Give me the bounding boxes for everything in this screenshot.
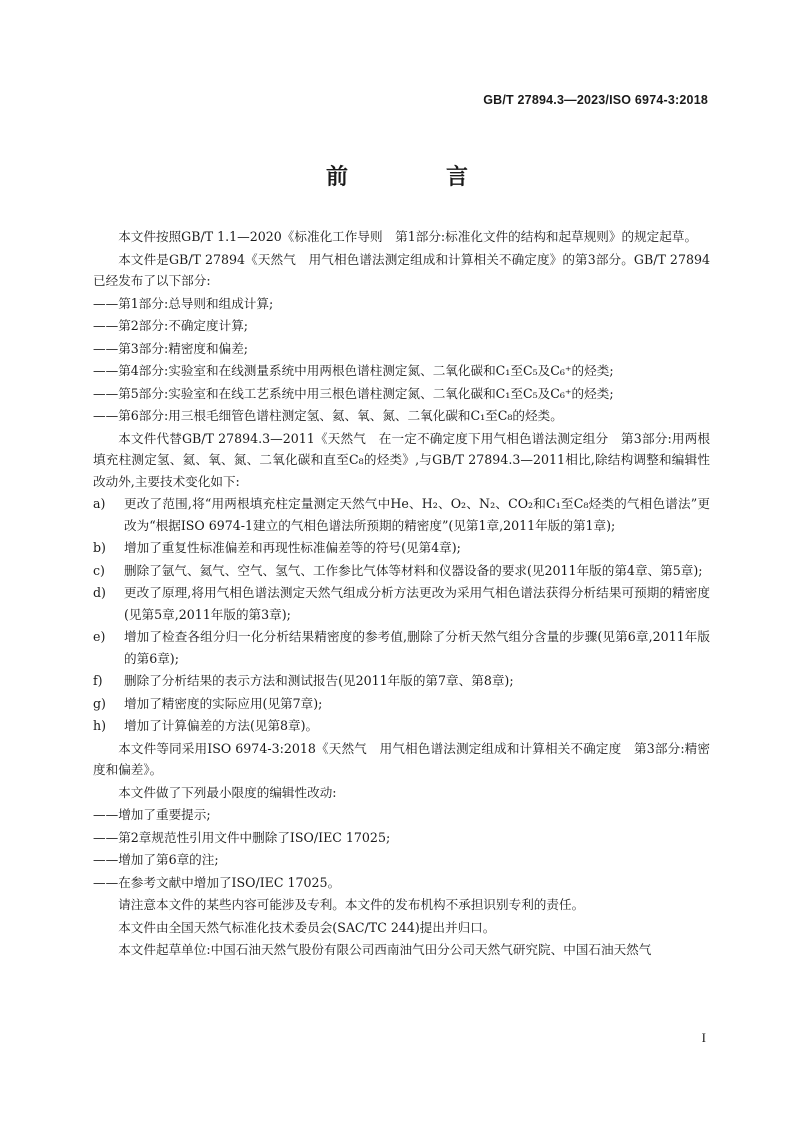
change-label: h) <box>93 718 107 733</box>
change-label: d) <box>93 585 106 600</box>
change-item <box>93 715 710 737</box>
part-list-item: ——第3部分:精密度和偏差; <box>93 340 249 356</box>
change-label: a) <box>93 496 106 511</box>
paragraph-series-intro: 本文件是GB/T 27894《天然气 用气相色谱法测定组成和计算相关不确定度》的第3部分。GB/T 27894已经发布了以下部分: <box>93 251 710 288</box>
part-list-item: ——第4部分:实验室和在线测量系统中用两根色谱柱测定氮、二氧化碳和C₁至C₅及C₆⁺的烃类; <box>93 363 614 378</box>
page-number: I <box>701 1030 706 1045</box>
paragraph-drafting-rules: 本文件按照GB/T 1.1—2020《标准化工作导则 第1部分:标准化文件的结构和起草规则》的规定起草。 <box>118 229 698 244</box>
foreword-body <box>93 226 710 962</box>
part-list-item: ——第1部分:总导则和组成计算; <box>93 295 274 311</box>
paragraph-proposer: 本文件由全国天然气标准化技术委员会(SAC/TC 244)提出并归口。 <box>118 919 496 935</box>
change-text: 删除了氩气、氦气、空气、氢气、工作参比气体等材料和仪器设备的要求(见2011年版的第4章、第5章); <box>124 562 703 578</box>
change-label: e) <box>93 629 106 644</box>
change-text: 更改了原理,将用气相色谱法测定天然气组成分析方法更改为采用气相色谱法获得分析结果可预期的精密度(见第5章,2011年版的第3章); <box>124 585 710 622</box>
part-list-item: ——第2部分:不确定度计算; <box>93 318 249 333</box>
change-item <box>93 537 710 559</box>
change-item <box>93 582 710 625</box>
change-text: 增加了精密度的实际应用(见第7章); <box>124 695 323 711</box>
change-text: 增加了计算偏差的方法(见第8章)。 <box>124 718 319 733</box>
edit-list-item: ——第2章规范性引用文件中删除了ISO/IEC 17025; <box>93 829 391 845</box>
paragraph-drafting-units: 本文件起草单位:中国石油天然气股份有限公司西南油气田分公司天然气研究院、中国石油天然气 <box>118 942 652 957</box>
paragraph-edits-intro: 本文件做了下列最小限度的编辑性改动: <box>118 784 337 800</box>
change-label: c) <box>93 562 105 578</box>
edit-list-item: ——增加了重要提示; <box>93 807 211 822</box>
change-text: 删除了分析结果的表示方法和测试报告(见2011年版的第7章、第8章); <box>124 673 514 688</box>
change-item <box>93 626 710 669</box>
paragraph-replaces: 本文件代替GB/T 27894.3—2011《天然气 在一定不确定度下用气相色谱法测定组分 第3部分:用两根填充柱测定氢、氦、氧、氮、二氧化碳和直至C₈的烃类》,与GB/T 27894.3—2011相比,除结构调整和编辑性改动外,主要技术变化如下: <box>93 430 710 489</box>
page-title: 前 言 <box>325 165 506 190</box>
change-label: b) <box>93 540 106 555</box>
change-item <box>93 693 710 715</box>
edit-list-item: ——增加了第6章的注; <box>93 852 219 867</box>
change-item <box>93 493 710 536</box>
change-text: 增加了检查各组分归一化分析结果精密度的参考值,删除了分析天然气组分含量的步骤(见第6章,2011年版的第6章); <box>124 629 710 666</box>
change-label: f) <box>93 673 103 688</box>
change-text: 更改了范围,将“用两根填充柱定量测定天然气中He、H₂、O₂、N₂、CO₂和C₁至C₈烃类的气相色谱法”更改为“根据ISO 6974-1建立的气相色谱法所预期的精密度”(见第1章,2011年版的第1章); <box>124 496 710 533</box>
paragraph-patent-notice: 请注意本文件的某些内容可能涉及专利。本文件的发布机构不承担识别专利的责任。 <box>118 897 585 912</box>
paragraph-adoption: 本文件等同采用ISO 6974-3:2018《天然气 用气相色谱法测定组成和计算相关不确定度 第3部分:精密度和偏差》。 <box>93 740 710 777</box>
change-label: g) <box>93 695 106 711</box>
change-text: 增加了重复性标准偏差和再现性标准偏差等的符号(见第4章); <box>124 540 461 555</box>
standard-code: GB/T 27894.3—2023/ISO 6974-3:2018 <box>483 93 708 107</box>
part-list-item: ——第5部分:实验室和在线工艺系统中用三根色谱柱测定氮、二氧化碳和C₁至C₅及C₆⁺的烃类; <box>93 385 614 401</box>
change-item <box>93 560 710 582</box>
part-list-item: ——第6部分:用三根毛细管色谱柱测定氢、氦、氧、氮、二氧化碳和C₁至C₈的烃类。 <box>93 408 563 423</box>
edit-list-item: ——在参考文献中增加了ISO/IEC 17025。 <box>93 874 341 890</box>
change-item <box>93 670 710 692</box>
